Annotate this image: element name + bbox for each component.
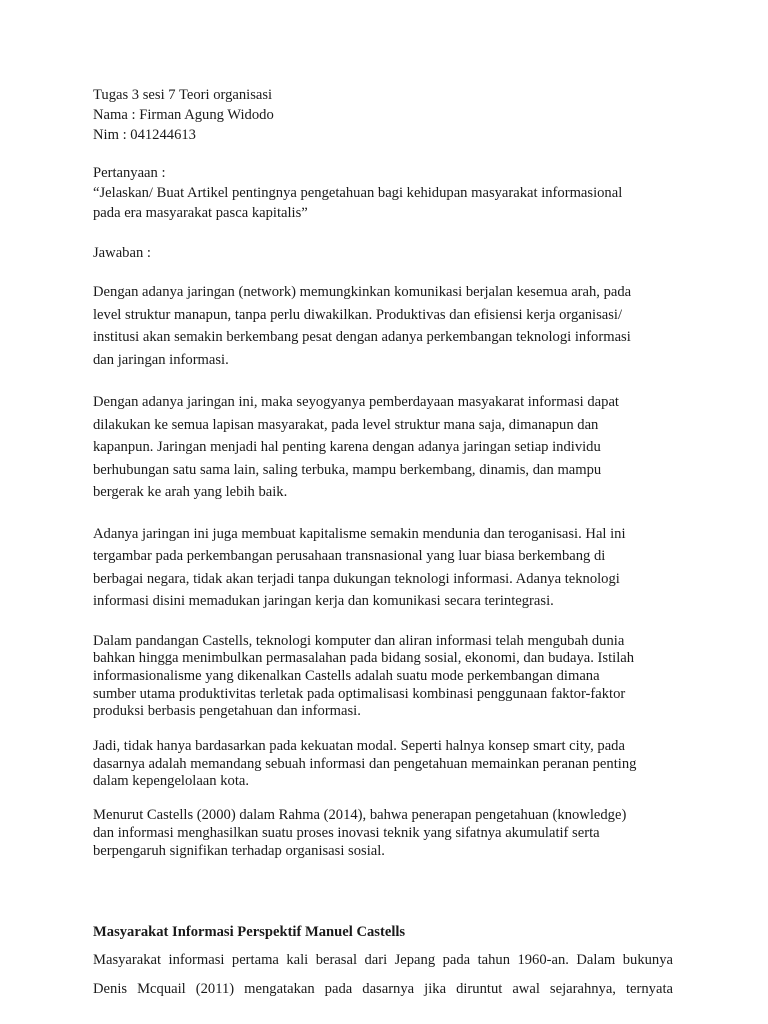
paragraph-line: dalam kepengelolaan kota. <box>93 773 250 790</box>
answer-paragraph-5 <box>93 738 673 791</box>
paragraph-line: Dalam pandangan Castells, teknologi komputer dan aliran informasi telah mengubah dunia <box>93 632 625 649</box>
student-nim: Nim : 041244613 <box>93 127 196 143</box>
paragraph-line: Adanya jaringan ini juga membuat kapitalisme semakin mendunia dan teroganisasi. Hal ini <box>93 525 626 542</box>
answer-paragraph-4 <box>93 633 673 722</box>
paragraph-line: kapanpun. Jaringan menjadi hal penting karena dengan adanya jaringan setiap individu <box>93 439 601 455</box>
student-name: Nama : Firman Agung Widodo <box>93 107 274 123</box>
paragraph-line: level struktur manapun, tanpa perlu diwakilkan. Produktivas dan efisiensi kerja organisasi/ <box>93 306 623 323</box>
question-line: pada era masyarakat pasca kapitalis” <box>93 205 308 221</box>
paragraph-line: Menurut Castells (2000) dalam Rahma (2014), bahwa penerapan pengetahuan (knowledge) <box>93 807 627 824</box>
section-paragraph <box>93 946 673 1004</box>
paragraph-line: tergambar pada perkembangan perusahaan transnasional yang luar biasa berkembang di <box>93 548 606 564</box>
paragraph-line: Jadi, tidak hanya bardasarkan pada kekuatan modal. Seperti halnya konsep smart city, pada <box>93 738 625 755</box>
answer-paragraph-1 <box>93 281 673 371</box>
paragraph-line: Dengan adanya jaringan ini, maka seyogyanya pemberdayaan masyakarat informasi dapat <box>93 394 619 410</box>
answer-label: Jawaban : <box>93 245 151 261</box>
answer-paragraph-2 <box>93 391 673 504</box>
paragraph-line: berpengaruh signifikan terhadap organisasi sosial. <box>93 842 385 859</box>
question-label: Pertanyaan : <box>93 165 166 181</box>
section-heading: Masyarakat Informasi Perspektif Manuel Castells <box>93 924 406 941</box>
question-line: “Jelaskan/ Buat Artikel pentingnya pengetahuan bagi kehidupan masyarakat informasional <box>93 185 623 201</box>
paragraph-line: institusi akan semakin berkembang pesat dengan adanya perkembangan teknologi informasi <box>93 329 631 345</box>
paragraph-line: sumber utama produktivitas terletak pada optimalisasi kombinasi penggunaan faktor-faktor <box>93 685 626 702</box>
paragraph-line: bergerak ke arah yang lebih baik. <box>93 484 288 500</box>
paragraph-line: informasi disini memadukan jaringan kerja dan komunikasi secara terintegrasi. <box>93 593 554 609</box>
paragraph-line: produksi berbasis pengetahuan dan informasi. <box>93 703 361 720</box>
answer-paragraph-6 <box>93 807 673 860</box>
paragraph-line: informasionalisme yang dikenalkan Castells adalah suatu mode perkembangan dimana <box>93 667 600 684</box>
assignment-title: Tugas 3 sesi 7 Teori organisasi <box>93 87 273 103</box>
paragraph-line: dasarnya adalah memandang sebuah informasi dan pengetahuan memainkan peranan penting <box>93 755 637 772</box>
paragraph-line: berbagai negara, tidak akan terjadi tanpa dukungan teknologi informasi. Adanya teknologi <box>93 570 620 587</box>
paragraph-line: Denis Mcquail (2011) mengatakan pada dasarnya jika diruntut awal sejarahnya, ternyata <box>93 981 673 998</box>
paragraph-line: dan jaringan informasi. <box>93 351 229 368</box>
paragraph-line: dan informasi menghasilkan suatu proses inovasi teknik yang sifatnya akumulatif serta <box>93 824 600 841</box>
paragraph-line: bahkan hingga menimbulkan permasalahan pada bidang sosial, ekonomi, dan budaya. Istilah <box>93 650 635 667</box>
document-page <box>93 85 673 1004</box>
paragraph-line: dilakukan ke semua lapisan masyarakat, pada level struktur mana saja, dimanapun dan <box>93 416 599 433</box>
paragraph-line: berhubungan satu sama lain, saling terbuka, mampu berkembang, dinamis, dan mampu <box>93 461 602 478</box>
paragraph-line: Dengan adanya jaringan (network) memungkinkan komunikasi berjalan kesemua arah, pada <box>93 284 632 300</box>
paragraph-line: Masyarakat informasi pertama kali berasal dari Jepang pada tahun 1960-an. Dalam bukunya <box>93 952 673 969</box>
answer-paragraph-3 <box>93 523 673 613</box>
